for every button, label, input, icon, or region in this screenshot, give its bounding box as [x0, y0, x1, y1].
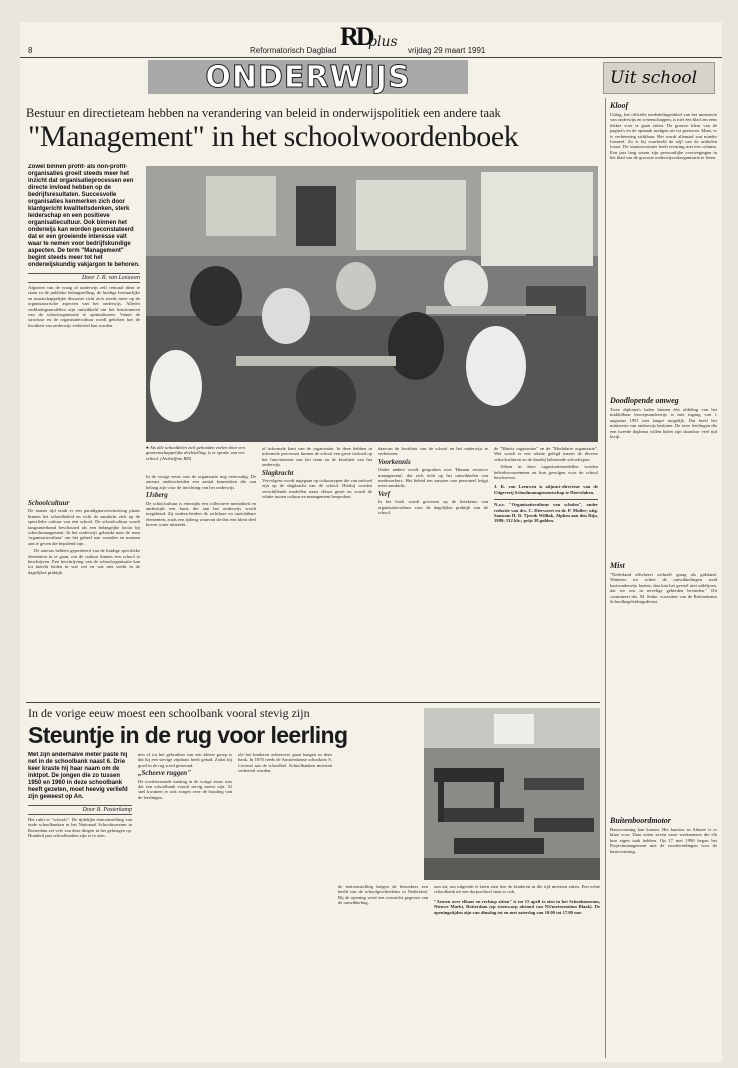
article2-headline: Steuntje in de rug voor leerling — [28, 722, 348, 748]
sidebar-title-doodlopende-omweg: Doodlopende omweg — [610, 396, 679, 405]
article1-col2-p1: In de vorige eeuw was de organisatie nog eenvoudig. De auteurs onderscheiden een aantal kenmerken die van belang zijn voor de inrichting van het onderwijs. — [146, 474, 256, 490]
article1-lead: Zowel binnen profit- als non-profit-organisaties groeit steeds meer het inzicht dat organisatieprocessen een directe invloed hebben op de bedrijfsresultaten. Succesvolle organisaties kenmerken zich door klantgericht kwaliteitsdenken, sterk leiderschap en een positieve organisatiecultuur. Ook binnen het onderwijs kan worden geconstateerd dat er een groeiende interesse valt waar te nemen voor bedrijfskundige aspecten. De term "Management" begint steeds meer tot het onderwijskundig vakjargon te behoren. — [28, 164, 140, 268]
page-number: 8 — [28, 46, 33, 55]
article2-col5 — [434, 884, 600, 1058]
sidebar-item-kloof — [610, 101, 717, 392]
article2-col3 — [238, 752, 332, 1058]
article2-col1-p1: Het ruikt er "schools". De tijdelijke tentoonstelling van oude schoolbanken in het Nationaal Schoolmuseum in Rotterdam zet vele van deze dingen in het geheugen op. Honderd jaar schoolbanken zijn er te zien. — [28, 817, 132, 839]
sidebar-text-mist: "Nederland afficheert zichzelf graag als gidsland. Wanneer we echter de ontwikkelingen rond basisonderwijs bezien, dan kan het gevoel niet uitblijven, dat we ons in nevelige gebieden bevinden." Dit constateert drs. M. Sinke, voorzitter van de Rotterdamse Schoolbegeleidingsdienst. — [610, 572, 717, 605]
sidebar-column — [605, 98, 717, 1058]
article2-col5-p1: zon uit, om uitgerekt te laten zien hoe de kinderen in die tijd moesten zitten. Een echte schoolbank uit een dorpsschool staat er ook. — [434, 884, 600, 895]
photo-caption — [146, 445, 258, 461]
section-banner — [148, 60, 468, 94]
article2-col2-p1: nen of tot het gebruiken van een kleine groep is dat hij een stevige zitplaats heeft gehad. Zodat hij goed in de rug werd gesteund. — [138, 752, 232, 768]
article1-headline: "Management" in het schoolwoordenboek — [28, 120, 519, 153]
rd-logo-letters: RD — [340, 22, 372, 51]
article1-col1b-p1: De laatste tijd vindt er een paradigmaverschuiving plaats binnen het schoolbeleid en richt de aandacht zich op de specifieke cultuur van een school. De schoolcultuur wordt langzamerhand beschouwd als een belangrijke factor bij schoolmanagement. In het onderwijs gebruikt men de term 'organisatiecultuur' om het geheel aan waarden en normen aan te geven die bepalend zijn. — [28, 508, 140, 546]
article1-byline: Door J. R. van Leeuwen — [28, 273, 140, 283]
article2-kicker: In de vorige eeuw moest een schoolbank vooral stevig zijn — [28, 706, 310, 720]
article2-col4 — [338, 884, 428, 1058]
article2-lead: Met zijn anderhalve meter paste hij net in de schoolbank naast 6. Drie keer kraste hij haar naam om de inktpot. De jongen die zo tussen 1950 en 1960 in deze schoolbank heeft gezeten, moet heevig verliefd zijn geweest op An. — [28, 752, 128, 800]
article1-col4-p1: daarvan de kwaliteit van de school en het onderwijs te verbeteren. — [378, 446, 488, 457]
newspaper-page — [20, 22, 722, 1062]
author-note: J. K. van Leeuwen is adjunct-directeur van de Uitgeverij Schoolmanagementschap te Hoevelaken. — [494, 484, 598, 495]
article1-col4c-p1: In het boek wordt gewezen op de betekenis van organisatiecultuur voor de dagelijkse praktijk van de school. — [378, 499, 488, 516]
masthead-rule — [20, 57, 722, 58]
subhead-ijsberg: IJsberg — [146, 491, 168, 500]
article1-col1 — [28, 285, 140, 328]
masthead — [20, 22, 722, 58]
sidebar-title-mist: Mist — [610, 561, 625, 570]
subhead-voorkennis: Voorkennis — [378, 457, 411, 466]
section-title: ONDERWIJS — [205, 59, 411, 95]
uit-school-label: Uit school — [610, 68, 698, 88]
subhead-schoolcultuur: Schoolcultuur — [28, 499, 70, 507]
article1-col1b-p2: De auteurs hebben geprobeerd van de huidige specifieke elementen in te gaan, om de cultuur binnen een school te beschrijven. Een beschrijving van de schoolorganisatie kan tot inzicht leiden in wat wel en wat niet werkt in de dagelijkse praktijk. — [28, 548, 140, 575]
article1-col5-p2: Alleen in deze organisatiemodellen worden beleidsvoornemens en hun gevolgen voor de school beschreven. — [494, 464, 598, 481]
article2-col3-p1: ole het kinderen achterover gaan hangen in deze bank. In 1870 reeds de Amsterdamse schoolarts S. Coronel aan de schoolbel. Schoolbanken moesten verbeterd worden. — [238, 752, 332, 774]
plus-logo-script: plus — [368, 34, 398, 50]
classroom-photo-image — [146, 166, 598, 442]
article1-col1-p1: Afgezien van de vraag of onderwijs zelf centraal dient te staan in de publieke belangstelling, de huidige bestuurlijke en maatschappelijke discussie richt zich steeds meer op de organisatorische aspecten van het onderwijs. Allerlei verklaringsmodellen zijn ontwikkeld om het functioneren van de schoolorganisatie te optimaliseren. Vanuit de structuur en de organisatiecultuur wordt gekeken hoe de kwaliteit van onderwijs verbeterd kan worden. — [28, 285, 140, 328]
subhead-slagkracht: Slagkracht — [262, 468, 294, 477]
article1-col4 — [378, 446, 488, 698]
article2-byline: Door B. Pasterkamp — [28, 805, 132, 815]
sidebar-text-doodlopende-omweg: Twee diploma's halen binnen één afdeling van het middelbaar beroepsonderwijs is met ingang van 1 augustus 1991 niet langer mogelijk. Dat heeft het ministerie van onderwijs besloten. De twee leerlingen die een tweede diploma willen halen zijn daardoor veel tijd kwijt. — [610, 407, 717, 440]
sidebar-item-mist — [610, 561, 717, 812]
caption-text: Als alle schooldelen zich gebonden voelen door een gemeenschappelijke doelstelling, is er sprake van een school. (Archieffoto RD) — [146, 445, 245, 461]
sidebar-title-kloof: Kloof — [610, 101, 629, 110]
book-reference: N.a.v. "Organisatiecultuur van scholen", onder redactie van drs. C. Dierweert en dr. P. Muller; uitg. Samsom H. D. Tjeenk Willink, Alphen aan den Rijn, 1989; 132 blz.; prijs 38 gulden. — [494, 499, 598, 524]
issue-date: vrijdag 29 maart 1991 — [408, 46, 486, 55]
rd-plus-logo — [340, 22, 396, 54]
classroom-photo — [146, 166, 598, 442]
article2-left-column — [28, 752, 132, 1058]
article2-col2b-p1: De overheersende mening in de vorige eeuw was dat een schoolbank vooral stevig moest zijn. Al snel kwamen er ook zorgen over de houding van de leerlingen. — [138, 778, 232, 800]
article2-col4-p1: de tentoonstelling kregen de bezoekers een beeld van de schoolgeschiedenis in Nederland. Bij de opening werd een overzicht gegeven van de ontwikkeling. — [338, 884, 428, 906]
column-title — [603, 62, 715, 94]
article1-col3 — [262, 446, 372, 698]
subhead-verf: Verf — [378, 489, 391, 498]
sidebar-title-buitenboordmotor: Buitenboordmotor — [610, 816, 671, 825]
article1-col1-lower — [28, 498, 140, 698]
article1-kicker: Bestuur en directieteam hebben na verandering van beleid in onderwijspolitiek een andere taak — [26, 106, 501, 120]
article1-col4b-p1: Onder andere wordt gesproken over 'Human resource management', dat zich richt op het ontwikkelen van medewerkers. Het beleid ten aanzien van personeel krijgt meer aandacht. — [378, 467, 488, 489]
subhead-scheeve-ruggen: „Scheeve ruggen" — [138, 769, 192, 778]
article1-col5 — [494, 446, 598, 698]
exhibition-info: "Armen over elkaar en rechtop zitten" is tot 15 april te zien in het Schoolmuseum, Nieuwe Markt, Rotterdam (op steenworp afstand van NS/metrostation Blaak). De openingstijden zijn van dinsdag tot en met zaterdag van 10.00 tot 17.00 uur. — [434, 898, 600, 915]
article1-col2 — [146, 474, 256, 698]
article1-col2b-p1: De schoolcultuur is enerzijds een collectieve mentaliteit en anderzijds een basis die aan het onderwijs wordt toegekend. Zij onderscheiden de zichtbare en onzichtbare elementen, zoals een ijsberg waarvan slechts een klein deel boven water uitsteekt. — [146, 500, 256, 528]
sidebar-item-buitenboordmotor — [610, 816, 717, 997]
article1-col5-p1: de "Matrix organisatie" en de "Modulaire organisatie". Wel wordt er een relatie gelegd tussen de diverse schoolculturen en de daarbij behorende schooltypen. — [494, 446, 598, 462]
article2-col1 — [28, 817, 132, 839]
article1-col3b-p1: Vervolgens wordt ingegaan op cultuurtypen die van invloed zijn op de slagkracht van de school. Hierbij worden verschillende modellen naast elkaar gezet en wordt de relatie tussen cultuur en management besproken. — [262, 478, 372, 500]
sidebar-text-buitenboordmotor: Basisvorming kan komen. Het kantoor in Almere is er klaar voor. Daar zitten zeven vaste werknemers die elk hun eigen taak hebben. Op 17 mei 1990 begon het Projectmanagement met de voorbereidingen voor de basisvorming. — [610, 827, 717, 854]
caption-bullet: ● — [146, 445, 150, 450]
article2-col2 — [138, 752, 232, 1058]
article1-left-column — [28, 164, 140, 494]
sidebar-item-doodlopende-omweg — [610, 396, 717, 557]
article1-col3-p1: of informele kant van de organisatie. In deze hebben in informele processen binnen de school een grote invloed op het functioneren van het team en de kwaliteit van het onderwijs. — [262, 446, 372, 468]
schoolbench-photo-image — [424, 708, 600, 880]
sidebar-text-kloof: Uitlag, het officiële mededelingenblad van het ministerie van onderwijs en wetenschappen, is niet een blad om eens lekker voor te gaan zitten. De grauwe kleur van de pagina's en de opmaak nodigen uit tot geeuwen. Maar, er is verbetering zichtbaar. Het wordt allemaal wat minder formeel. Zo is bij voorbeeld de stijl van de artikelen losser. De staatssecretaris heeft ervaring met een column. Een jaar lang waren zijn persoonlijke overwegingen in het blad van de grootste onderwijsvakorganisatie te lezen. — [610, 112, 717, 161]
article-divider — [26, 702, 600, 703]
paper-name: Reformatorisch Dagblad — [250, 46, 337, 55]
schoolbench-photo — [424, 708, 600, 880]
